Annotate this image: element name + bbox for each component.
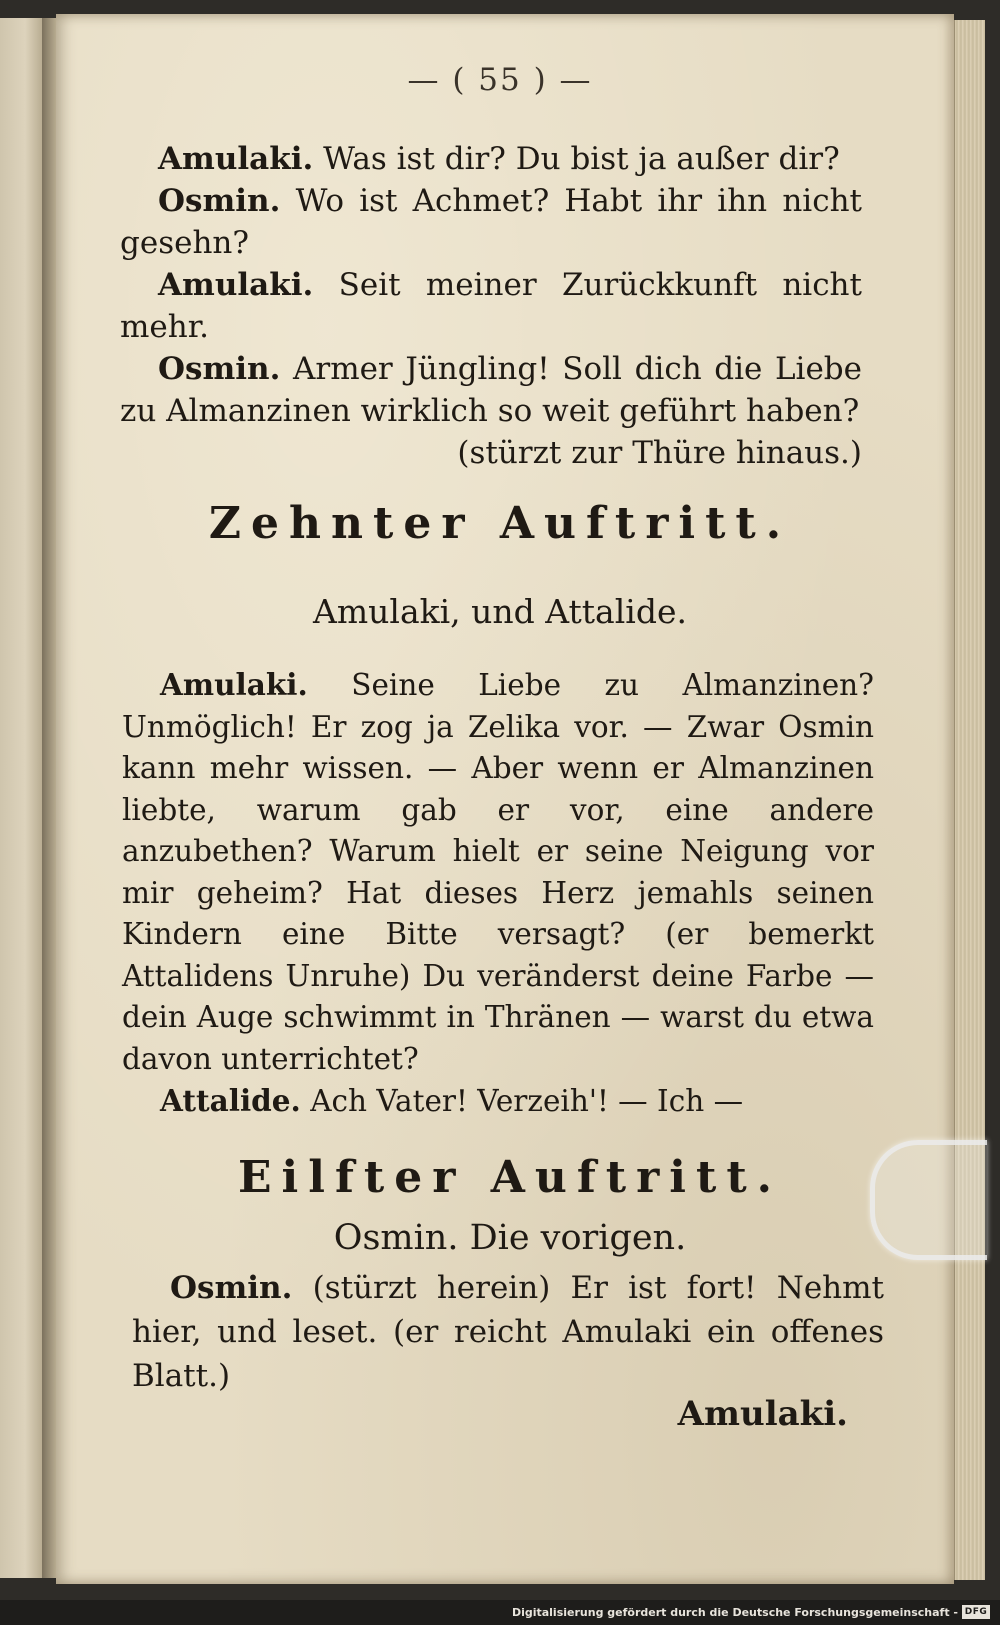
dialogue-text: (stürzt herein) Er ist fort! Nehmt hier, und leset. (er reicht Amulaki ein offenes Blatt.) [132, 1270, 884, 1394]
speaker-name: Amulaki. [158, 267, 314, 303]
dialogue-text: Wo ist Achmet? Habt ihr ihn nicht gesehn? [120, 183, 863, 261]
left-page-edge [0, 18, 44, 1578]
speaker-name: Amulaki. [158, 141, 314, 177]
dialogue-block-3 [132, 1266, 884, 1398]
scene-11-characters: Osmin. Die vorigen. [333, 1218, 687, 1258]
scene-10-characters: Amulaki, und Attalide. [313, 592, 687, 631]
dialogue-text: Armer Jüngling! Soll dich die Liebe zu Almanzinen wirklich so weit geführt haben? [120, 351, 862, 429]
dialogue-text: Seit meiner Zurückkunft nicht mehr. [120, 267, 862, 345]
dialogue-text: Was ist dir? Du bist ja außer dir? [323, 141, 840, 177]
speaker-name: Osmin. [158, 351, 281, 387]
speaker-name: Osmin. [170, 1270, 293, 1306]
dialogue-line [120, 180, 862, 264]
dialogue-text: Seine Liebe zu Almanzinen? Unmöglich! Er zog ja Zelika vor. — Zwar Osmin kann mehr wissen. — Aber wenn er Almanzinen liebte, warum gab er vor, eine andere anzubethen? Warum hielt er seine Neigung vor mir geheim? Hat dieses Herz jemahls seinen Kindern eine Bitte versagt? (er bemerkt Attalidens Unruhe) Du veränderst deine Farbe — dein Auge schwimmt in Thränen — warst du etwa davon unterrichtet? [122, 668, 874, 1076]
catchword: Amulaki. [677, 1394, 848, 1434]
speaker-name: Attalide. [160, 1083, 301, 1118]
footer-bar [0, 1600, 1000, 1625]
dialogue-line [120, 264, 862, 348]
dialogue-block-1 [120, 138, 862, 474]
speaker-name: Osmin. [158, 183, 281, 219]
book-gutter [42, 18, 56, 1578]
dialogue-line [122, 1080, 874, 1123]
stage-direction: (stürzt zur Thüre hinaus.) [457, 435, 862, 471]
scene-10-title: Zehnter Auftritt. [208, 498, 792, 549]
footer-credit: Digitalisierung gefördert durch die Deutsche Forschungsgemeinschaft - [511, 1606, 958, 1619]
dialogue-text: Ach Vater! Verzeih'! — Ich — [310, 1084, 744, 1118]
dialogue-line [120, 348, 862, 432]
dialogue-line [120, 138, 862, 180]
page-number: — ( 55 ) — [407, 62, 593, 98]
dialogue-line [122, 664, 874, 1080]
dialogue-block-2 [122, 664, 874, 1123]
scene-11-title: Eilfter Auftritt. [238, 1152, 782, 1203]
dialogue-line [132, 1266, 884, 1398]
page-stack-edges [954, 20, 985, 1580]
page-clip [870, 1140, 987, 1260]
speaker-name: Amulaki. [160, 667, 308, 702]
dfg-logo: DFG [962, 1605, 990, 1619]
